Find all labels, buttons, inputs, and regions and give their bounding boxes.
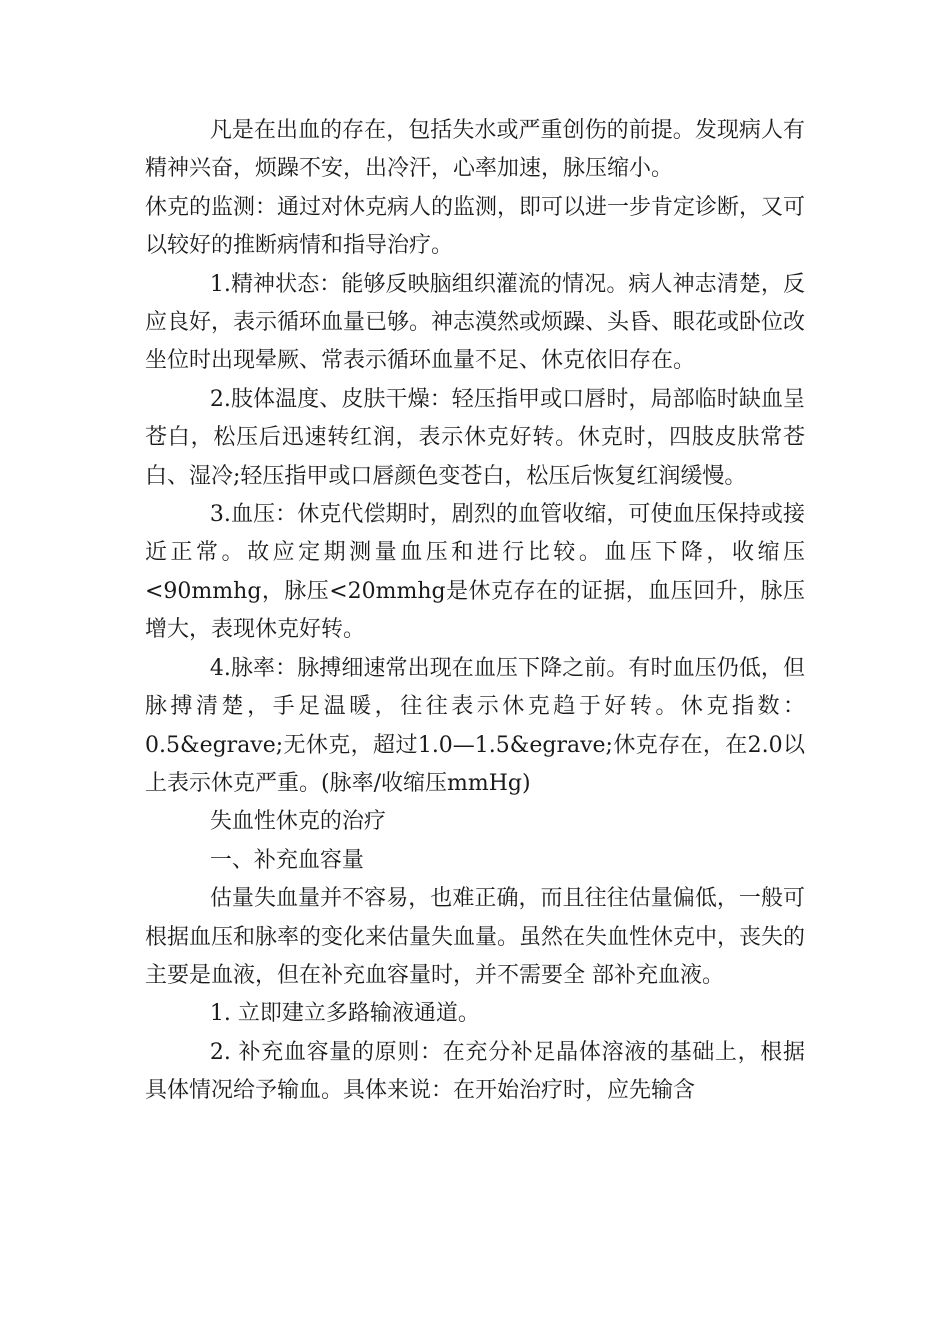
paragraph-mental-state: 1.精神状态：能够反映脑组织灌流的情况。病人神志清楚，反应良好，表示循环血量已够。神志漠然或烦躁、头昏、眼花或卧位改坐位时出现晕厥、常表示循环血量不足、休克依旧存在。 bbox=[145, 271, 806, 374]
paragraph-pulse-rate: 4.脉率：脉搏细速常出现在血压下降之前。有时血压仍低，但脉搏清楚，手足温暖，往往表示休克趋于好转。休克指数：0.5&egrave;无休克，超过1.0—1.5&egrave;休克存在，在2.0以上表示休克严重。(脉率/收缩压mmHg) bbox=[145, 655, 805, 796]
paragraph-monitoring: 休克的监测：通过对休克病人的监测，即可以进一步肯定诊断，又可以较好的推断病情和指导治疗。 bbox=[145, 194, 806, 259]
section-heading-treatment: 失血性休克的治疗 bbox=[209, 809, 386, 835]
paragraph-limb-temperature: 2.肢体温度、皮肤干燥：轻压指甲或口唇时，局部临时缺血呈苍白，松压后迅速转红润，表示休克好转。休克时，四肢皮肤常苍白、湿冷;轻压指甲或口唇颜色变苍白，松压后恢复红润缓慢。 bbox=[145, 386, 805, 489]
paragraph-intro: 凡是在出血的存在，包括失水或严重创伤的前提。发现病人有精神兴奋，烦躁不安，出冷汗，心率加速，脉压缩小。 bbox=[145, 118, 805, 182]
document-page bbox=[145, 112, 805, 1111]
subsection-heading-volume: 一、补充血容量 bbox=[209, 847, 364, 873]
paragraph-blood-pressure: 3.血压：休克代偿期时，剧烈的血管收缩，可使血压保持或接近正常。故应定期测量血压和进行比较。血压下降，收缩压<90mmhg，脉压<20mmhg是休克存在的证据，血压回升，脉压增大，表现休克好转。 bbox=[145, 502, 805, 643]
paragraph-infusion-channels: 1. 立即建立多路输液通道。 bbox=[209, 1001, 480, 1027]
paragraph-blood-loss-estimate: 估量失血量并不容易，也难正确，而且往往估量偏低，一般可根据血压和脉率的变化来估量失血量。虽然在失血性休克中，丧失的主要是血液，但在补充血容量时，并不需要全 部补充血液。 bbox=[145, 886, 806, 988]
paragraph-volume-principle: 2. 补充血容量的原则：在充分补足晶体溶液的基础上，根据具体情况给予输血。具体来说：在开始治疗时，应先输含 bbox=[145, 1039, 805, 1104]
